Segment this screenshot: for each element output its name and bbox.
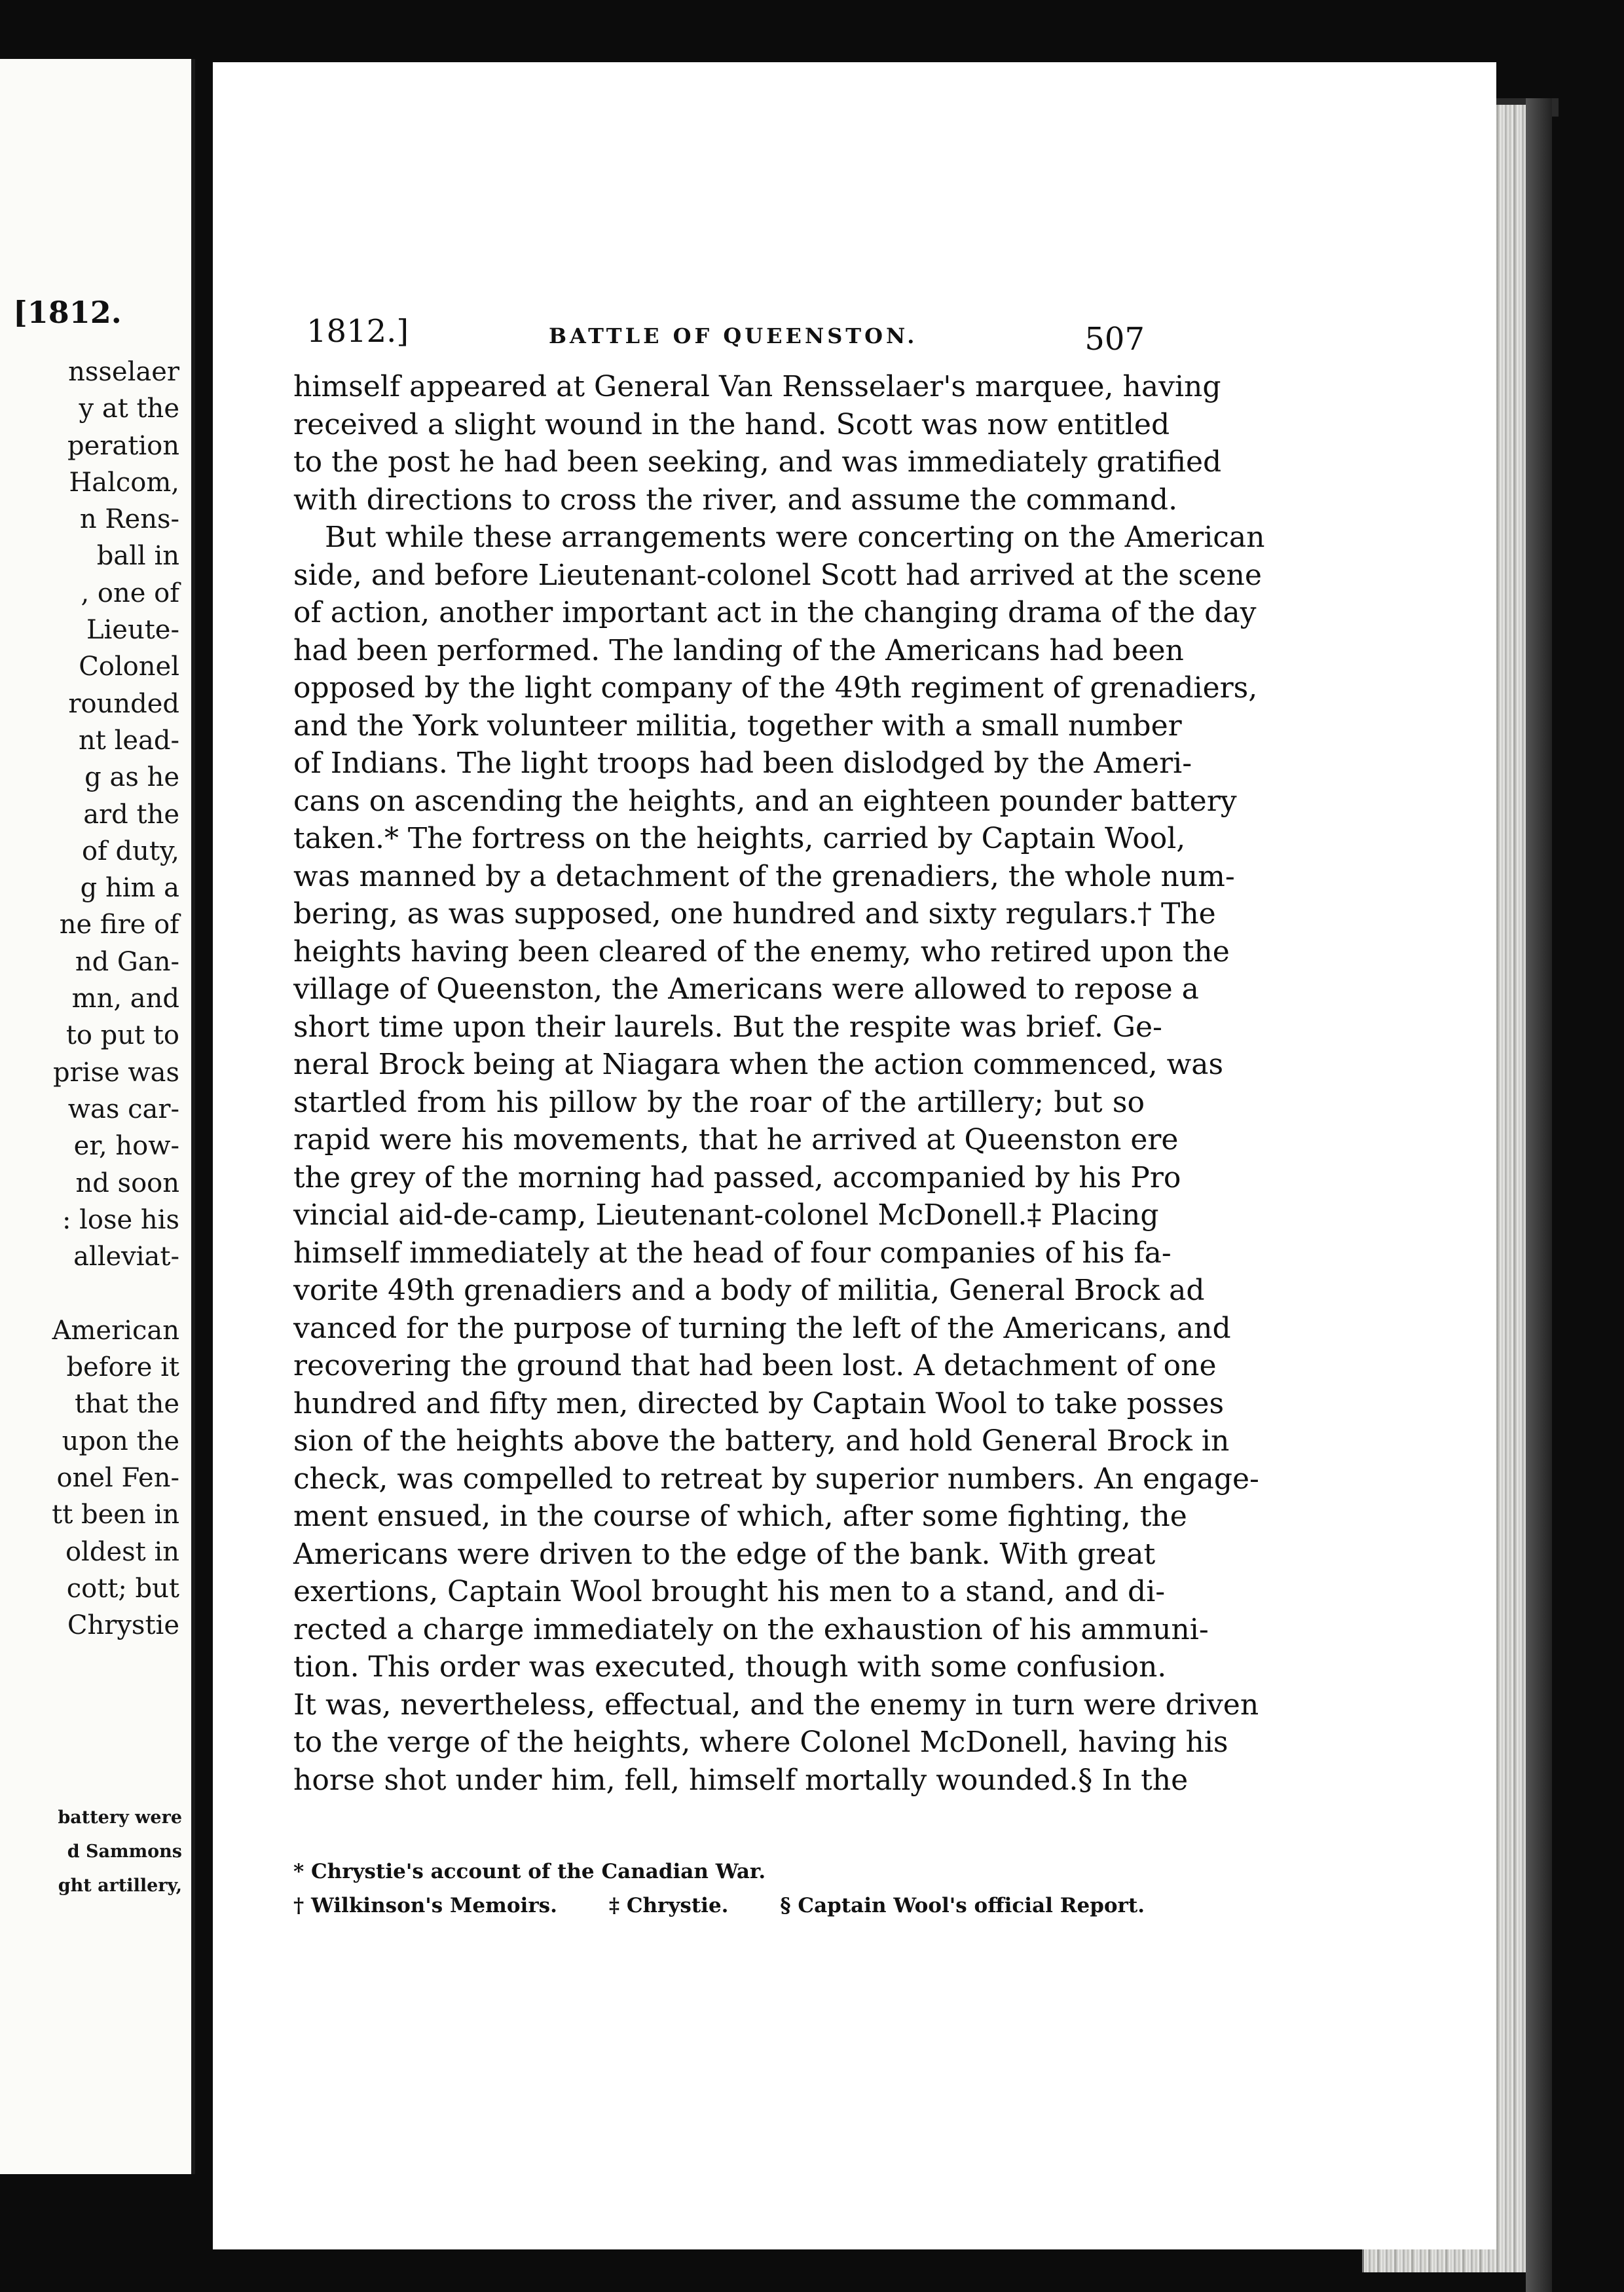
text-line: hundred and fifty men, directed by Captain Wool to take posses <box>293 1386 1225 1420</box>
text-line: heights having been cleared of the enemy, who retired upon the <box>293 934 1230 969</box>
previous-page-line: of duty, <box>81 836 179 866</box>
previous-page-line: prise was <box>52 1057 179 1088</box>
previous-page-line: y at the <box>79 394 179 424</box>
text-line: rected a charge immediately on the exhaustion of his ammuni- <box>293 1612 1209 1646</box>
previous-page-line: g as he <box>84 762 179 793</box>
footnote-2: † Wilkinson's Memoirs. <box>293 1894 557 1917</box>
previous-page-line: oldest in <box>65 1536 179 1567</box>
text-line: Americans were driven to the edge of the bank. With great <box>293 1537 1156 1571</box>
text-line: startled from his pillow by the roar of the artillery; but so <box>293 1085 1145 1119</box>
previous-page-line: that the <box>75 1389 179 1420</box>
running-head-title: BATTLE OF QUEENSTON. <box>549 323 918 348</box>
previous-page-line: cott; but <box>66 1573 179 1604</box>
text-line: It was, nevertheless, effectual, and the enemy in turn were driven <box>293 1688 1259 1722</box>
text-line: with directions to cross the river, and assume the command. <box>293 483 1178 517</box>
running-head <box>306 313 1145 359</box>
text-line: check, was compelled to retreat by superior numbers. An engage- <box>293 1462 1259 1496</box>
text-line: bering, as was supposed, one hundred and sixty regulars.† The <box>293 897 1216 931</box>
previous-page-line: rounded <box>68 688 179 719</box>
previous-page-line: nd soon <box>75 1168 179 1198</box>
page-number: 507 <box>1084 321 1145 358</box>
previous-page-line: upon the <box>62 1426 179 1456</box>
text-line: rapid were his movements, that he arrived at Queenston ere <box>293 1123 1179 1156</box>
previous-page-line: g him a <box>80 873 179 904</box>
text-line: sion of the heights above the battery, and hold General Brock in <box>293 1424 1230 1458</box>
book-edge-shadow <box>1526 98 1552 2292</box>
footnote-3: ‡ Chrystie. <box>608 1894 729 1917</box>
footnote-4: § Captain Wool's official Report. <box>780 1894 1145 1917</box>
previous-page-line: ard the <box>83 799 179 830</box>
previous-page-line <box>0 1275 179 1312</box>
previous-page-line: nd Gan- <box>75 946 179 977</box>
text-line: short time upon their laurels. But the respite was brief. Ge- <box>293 1010 1162 1044</box>
previous-page-line: peration <box>67 430 179 461</box>
text-line: the grey of the morning had passed, accompanied by his Pro <box>293 1160 1181 1194</box>
previous-page-line: Chrystie <box>67 1610 179 1641</box>
text-line: tion. This order was executed, though with some confusion. <box>293 1650 1167 1684</box>
previous-page-line: , one of <box>81 578 179 608</box>
text-line: of action, another important act in the changing drama of the day <box>293 596 1257 629</box>
running-head-year: 1812.] <box>306 313 409 350</box>
text-line: to the post he had been seeking, and was immediately gratified <box>293 445 1222 479</box>
text-line: recovering the ground that had been lost. A detachment of one <box>293 1349 1217 1382</box>
text-line: and the York volunteer militia, together with a small number <box>293 709 1182 743</box>
text-line: had been performed. The landing of the Americans had been <box>293 633 1184 667</box>
previous-page-line: to put to <box>65 1020 179 1051</box>
footnotes <box>293 1855 1145 1923</box>
previous-page-line: er, how- <box>73 1131 179 1162</box>
previous-page-line: Halcom, <box>69 467 179 498</box>
text-line: exertions, Captain Wool brought his men to a stand, and di- <box>293 1575 1166 1608</box>
text-line: himself immediately at the head of four companies of his fa- <box>293 1236 1172 1270</box>
text-line: taken.* The fortress on the heights, carried by Captain Wool, <box>293 822 1186 855</box>
text-line: horse shot under him, fell, himself mortally wounded.§ In the <box>293 1763 1189 1797</box>
text-line: to the verge of the heights, where Colonel McDonell, having his <box>293 1726 1228 1759</box>
text-line: cans on ascending the heights, and an eighteen pounder battery <box>293 784 1237 818</box>
previous-page-line: was car- <box>67 1094 179 1124</box>
text-line: received a slight wound in the hand. Scott was now entitled <box>293 407 1170 441</box>
previous-page-line: onel Fen- <box>56 1462 179 1493</box>
previous-page-line: n Rens- <box>79 504 179 535</box>
previous-page-footnotes <box>0 1801 182 1903</box>
previous-page-footnote-line: battery were <box>58 1807 182 1828</box>
previous-page-line: Lieute- <box>86 615 179 646</box>
previous-page-line: ne fire of <box>59 910 179 940</box>
text-line: himself appeared at General Van Rensselaer's marquee, having <box>293 370 1221 403</box>
previous-page-header: [1812. <box>13 295 122 330</box>
previous-page-line: : lose his <box>62 1204 179 1235</box>
previous-page-text <box>0 354 179 1644</box>
text-line: village of Queenston, the Americans were allowed to repose a <box>293 972 1199 1006</box>
previous-page-footnote-line: ght artillery, <box>58 1876 182 1896</box>
previous-page-line: nt lead- <box>79 725 179 756</box>
text-line: opposed by the light company of the 49th regiment of grenadiers, <box>293 671 1258 705</box>
text-line: But while these arrangements were concerting on the American <box>325 521 1265 554</box>
previous-page-fragment <box>0 59 195 2174</box>
previous-page-line: mn, and <box>71 984 179 1014</box>
previous-page-footnote-line: d Sammons <box>67 1841 182 1862</box>
text-line: vorite 49th grenadiers and a body of militia, General Brock ad <box>293 1274 1205 1307</box>
text-line: ment ensued, in the course of which, after some fighting, the <box>293 1500 1187 1533</box>
footnote-1: * Chrystie's account of the Canadian War. <box>293 1860 766 1883</box>
previous-page-line: alleviat- <box>73 1242 179 1272</box>
body-text <box>293 368 1265 1799</box>
text-line: neral Brock being at Niagara when the action commenced, was <box>293 1048 1224 1081</box>
text-line: vanced for the purpose of turning the left of the Americans, and <box>293 1311 1231 1345</box>
previous-page-line: American <box>52 1315 179 1346</box>
previous-page-line: ball in <box>96 541 179 572</box>
text-line: was manned by a detachment of the grenadiers, the whole num- <box>293 859 1235 893</box>
previous-page-line: tt been in <box>52 1500 179 1530</box>
text-line: of Indians. The light troops had been dislodged by the Ameri- <box>293 747 1192 780</box>
previous-page-line: before it <box>66 1352 179 1383</box>
text-line: side, and before Lieutenant-colonel Scott had arrived at the scene <box>293 558 1262 592</box>
text-line: vincial aid-de-camp, Lieutenant-colonel McDonell.‡ Placing <box>293 1198 1159 1232</box>
previous-page-line: nsselaer <box>68 357 179 387</box>
previous-page-line: Colonel <box>79 652 179 682</box>
